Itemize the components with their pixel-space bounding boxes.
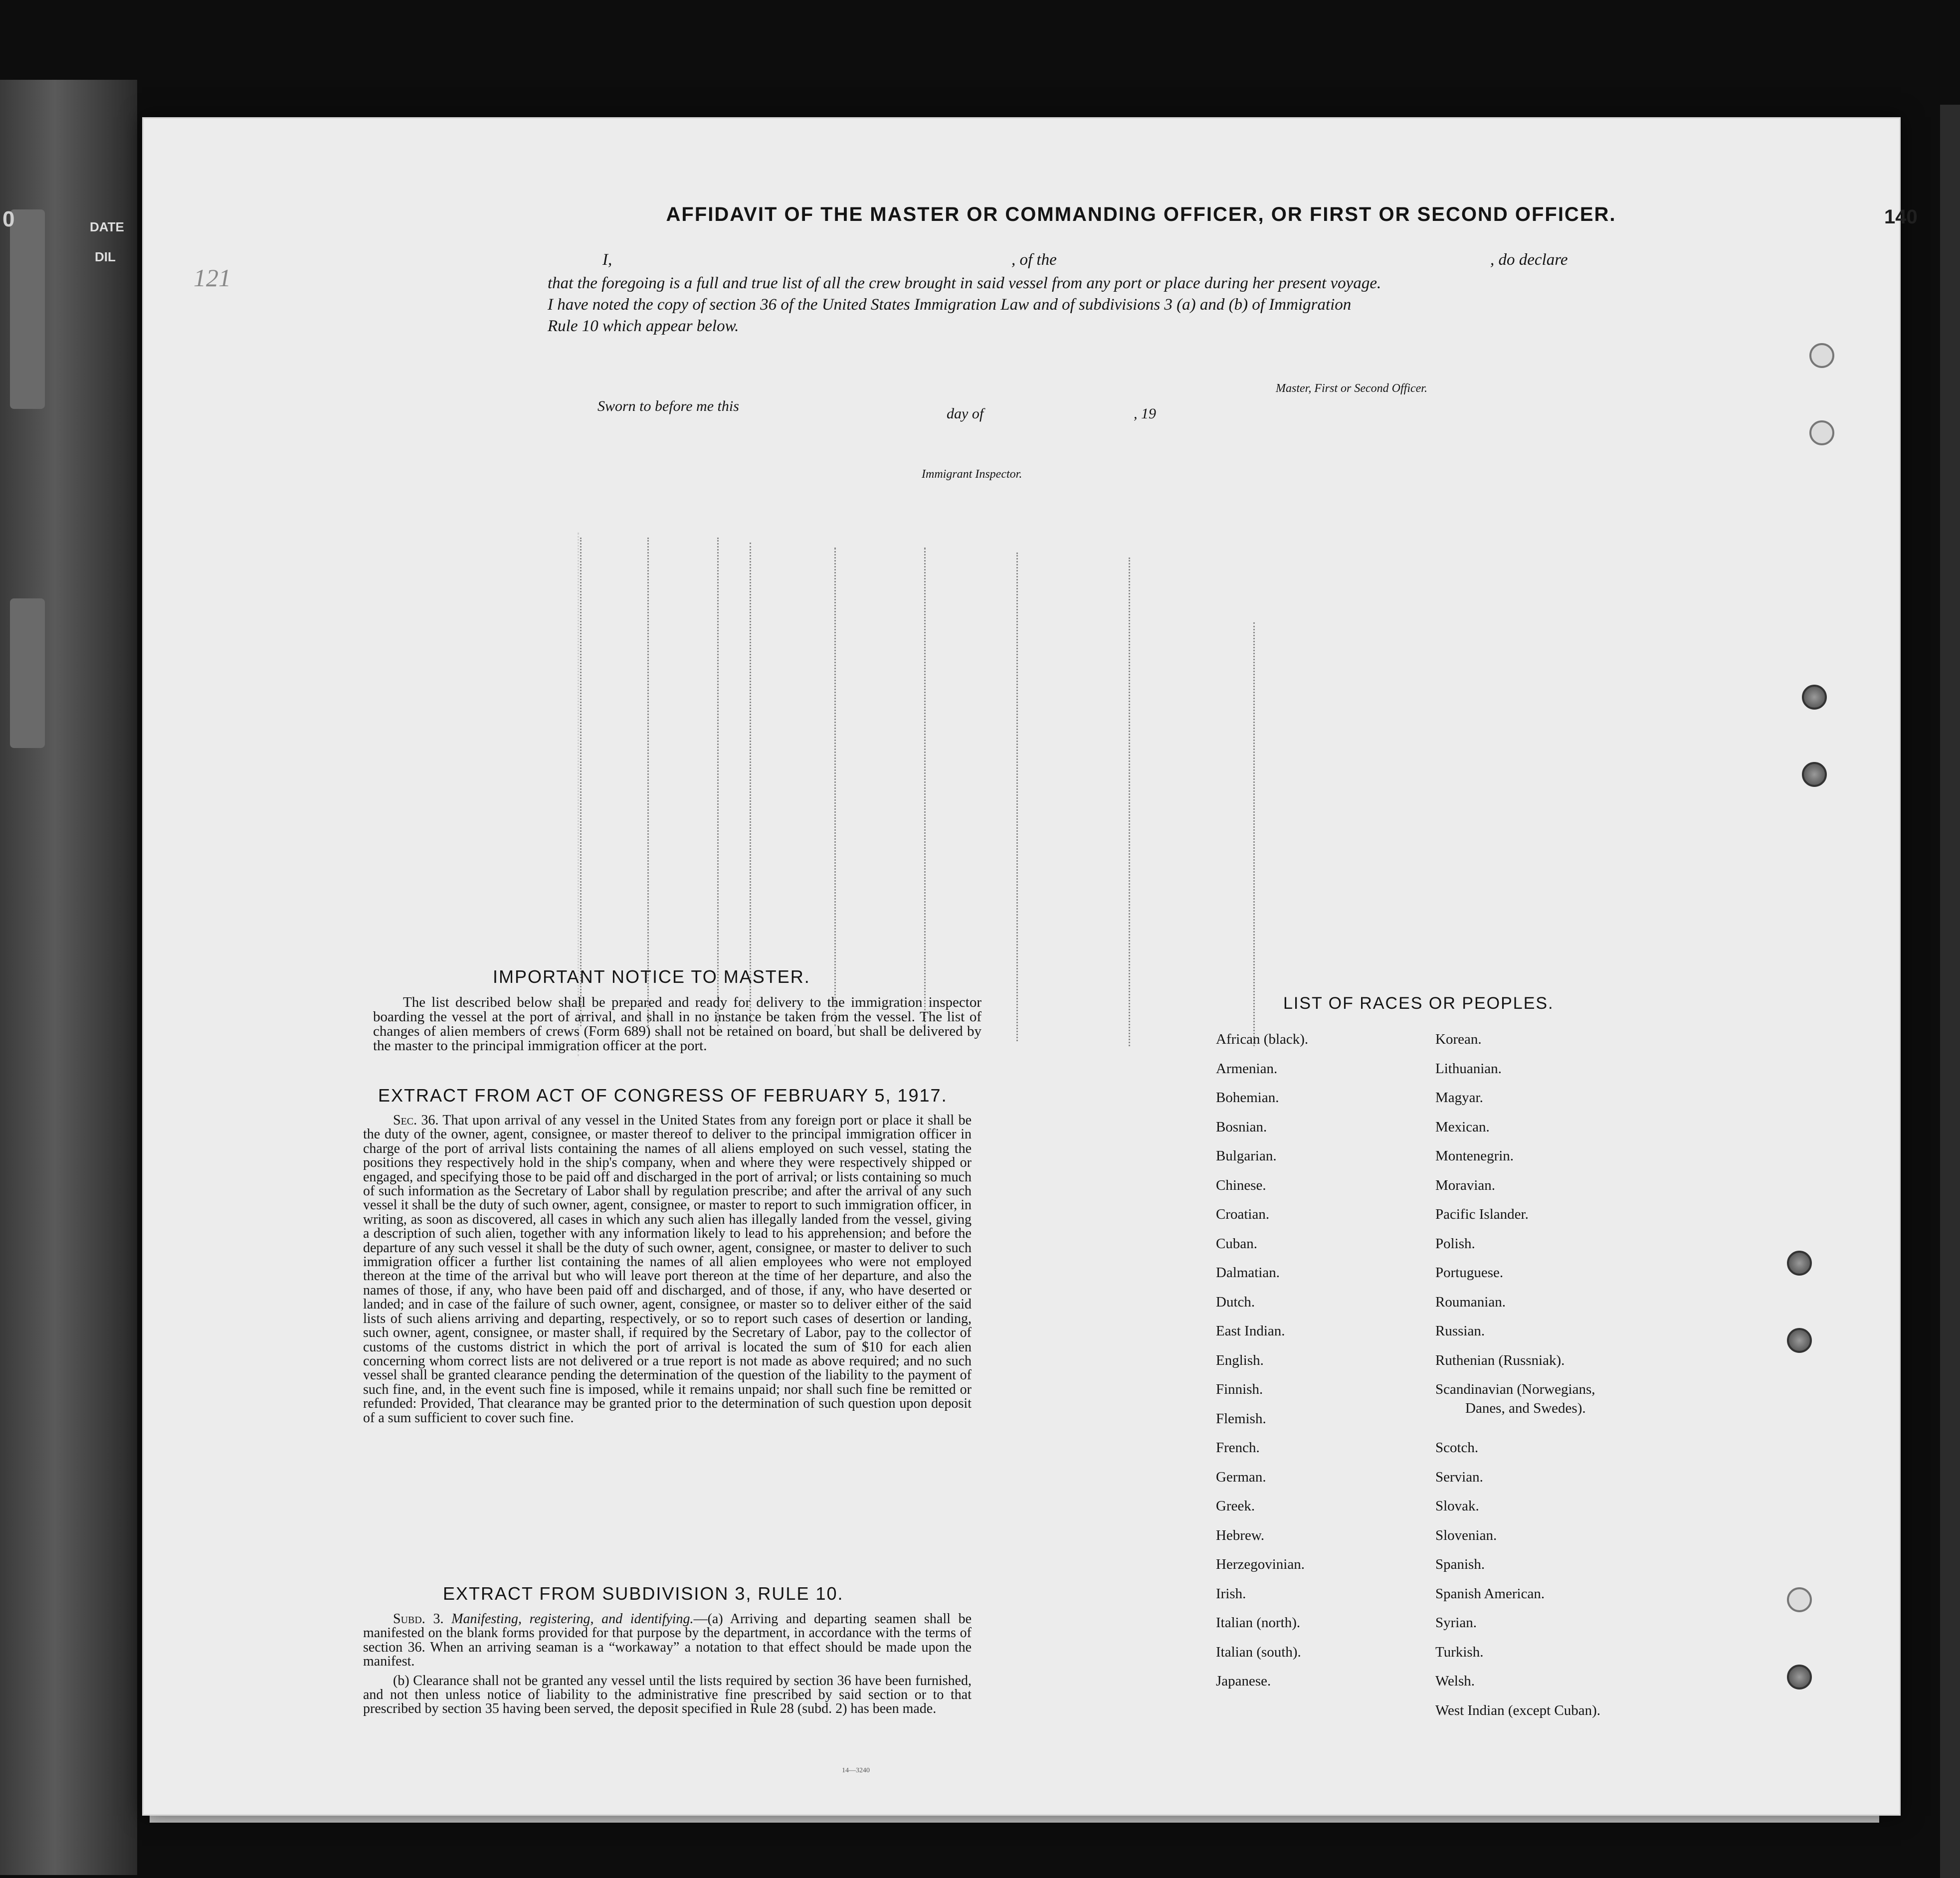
race-item: Japanese. bbox=[1216, 1673, 1271, 1689]
affidavit-line-1-end: , do declare bbox=[1490, 251, 1568, 269]
binding-tab bbox=[10, 598, 45, 748]
race-item: Herzegovinian. bbox=[1216, 1556, 1305, 1572]
dotted-rule bbox=[1129, 558, 1130, 1046]
rule-paragraph-b: (b) Clearance shall not be granted any vessel until the lists required by section 36 have been furnished, and not then unless notice of liability to the administrative fine prescribed by said section or to that prescribed by section 35 having been served, the deposit specified in Rule 28 (subd. 2) has been made. bbox=[363, 1673, 972, 1717]
form-number: 14—3240 bbox=[842, 1767, 870, 1774]
race-item: Scotch. bbox=[1435, 1440, 1479, 1456]
punch-hole bbox=[1802, 762, 1827, 787]
page-number: 140 bbox=[1884, 206, 1918, 228]
sworn-year-label: , 19 bbox=[1134, 405, 1156, 422]
race-item: Finnish. bbox=[1216, 1381, 1263, 1397]
race-item: Italian (north). bbox=[1216, 1615, 1301, 1631]
affidavit-line-3: I have noted the copy of section 36 of the United States Immigration Law and of subdivisions 3 (a) and (b) of Immigration bbox=[548, 296, 1352, 314]
master-signature-label: Master, First or Second Officer. bbox=[1276, 382, 1427, 395]
notice-heading: IMPORTANT NOTICE TO MASTER. bbox=[493, 966, 810, 987]
dotted-rule bbox=[834, 548, 836, 1026]
punch-hole bbox=[1809, 343, 1834, 368]
race-item: Polish. bbox=[1435, 1235, 1475, 1252]
rule-body bbox=[363, 1612, 972, 1721]
punch-hole bbox=[1787, 1328, 1812, 1353]
sworn-text: Sworn to before me this bbox=[597, 398, 739, 414]
race-item: Bulgarian. bbox=[1216, 1148, 1277, 1164]
binding-tab bbox=[10, 209, 45, 409]
race-item: East Indian. bbox=[1216, 1323, 1285, 1339]
race-item: Spanish American. bbox=[1435, 1585, 1545, 1602]
punch-hole bbox=[1787, 1251, 1812, 1276]
race-item: Armenian. bbox=[1216, 1060, 1278, 1077]
subd-label: Subd. 3. bbox=[393, 1611, 444, 1627]
race-item: Cuban. bbox=[1216, 1235, 1257, 1252]
race-item: Portuguese. bbox=[1435, 1265, 1504, 1281]
race-item: Syrian. bbox=[1435, 1615, 1477, 1631]
dotted-rule bbox=[1253, 622, 1255, 1046]
dotted-rule bbox=[647, 538, 649, 1026]
affidavit-line-2: that the foregoing is a full and true list of all the crew brought in said vessel from any port or place during her present voyage. bbox=[548, 274, 1381, 292]
race-item: Slovak. bbox=[1435, 1498, 1479, 1514]
race-item: Turkish. bbox=[1435, 1644, 1484, 1660]
affidavit-line-1-start: I, bbox=[602, 251, 612, 269]
sec-label: Sec. 36. bbox=[393, 1113, 439, 1128]
dotted-rule bbox=[580, 538, 582, 1026]
race-item: Welsh. bbox=[1435, 1673, 1475, 1689]
race-item: English. bbox=[1216, 1352, 1264, 1368]
races-left-column bbox=[1216, 1031, 1415, 1804]
dotted-rule bbox=[924, 548, 926, 1026]
affidavit-line-1-mid: , of the bbox=[1011, 251, 1057, 269]
race-item: West Indian (except Cuban). bbox=[1435, 1702, 1601, 1718]
affidavit-title: AFFIDAVIT OF THE MASTER OR COMMANDING OFFICER, OR FIRST OR SECOND OFFICER. bbox=[666, 203, 1616, 225]
race-item: Russian. bbox=[1435, 1323, 1485, 1339]
race-item: Dalmatian. bbox=[1216, 1265, 1280, 1281]
race-item: Lithuanian. bbox=[1435, 1060, 1502, 1077]
race-item: Montenegrin. bbox=[1435, 1148, 1514, 1164]
manifest-sheet bbox=[142, 117, 1918, 1816]
race-item: Magyar. bbox=[1435, 1090, 1483, 1106]
race-item: Danes, and Swedes). bbox=[1465, 1400, 1586, 1416]
race-item: German. bbox=[1216, 1469, 1266, 1485]
race-item: Irish. bbox=[1216, 1585, 1246, 1602]
punch-hole bbox=[1802, 685, 1827, 710]
race-item: Scandinavian (Norwegians, bbox=[1435, 1381, 1595, 1397]
race-item: Spanish. bbox=[1435, 1556, 1485, 1572]
race-item: Flemish. bbox=[1216, 1410, 1266, 1427]
affidavit-line-4: Rule 10 which appear below. bbox=[548, 317, 739, 335]
race-item: Mexican. bbox=[1435, 1119, 1490, 1135]
race-item: Bosnian. bbox=[1216, 1119, 1267, 1135]
notice-body bbox=[373, 995, 981, 1058]
races-heading: LIST OF RACES OR PEOPLES. bbox=[1283, 994, 1554, 1013]
race-item: Roumanian. bbox=[1435, 1294, 1506, 1310]
dotted-rule bbox=[1016, 553, 1018, 1041]
inspector-signature-label: Immigrant Inspector. bbox=[922, 468, 1022, 481]
right-page-edge bbox=[1940, 105, 1960, 1878]
act-heading: EXTRACT FROM ACT OF CONGRESS OF FEBRUARY 5, 1917. bbox=[378, 1085, 948, 1106]
dotted-rule bbox=[717, 538, 719, 1026]
notice-paragraph: The list described below shall be prepared and ready for delivery to the immigration inspector boarding the vessel at the port of arrival, and shall in no instance be taken from the vessel. The list of changes of alien members of crews (Form 689) shall not be retained on board, but shall be delivered by the master to the principal immigration officer at the port. bbox=[373, 994, 981, 1054]
subd-title: Manifesting, registering, and identifying. bbox=[451, 1611, 694, 1627]
races-right-column bbox=[1435, 1031, 1645, 1804]
dotted-rule bbox=[750, 543, 751, 1026]
race-item: Chinese. bbox=[1216, 1177, 1266, 1193]
punch-hole bbox=[1809, 420, 1834, 445]
race-item: Servian. bbox=[1435, 1469, 1483, 1485]
left-strip-label: DATE bbox=[90, 219, 124, 234]
race-item: Bohemian. bbox=[1216, 1090, 1279, 1106]
race-item: Moravian. bbox=[1435, 1177, 1495, 1193]
race-item: French. bbox=[1216, 1440, 1260, 1456]
race-item: Greek. bbox=[1216, 1498, 1255, 1514]
race-item: Slovenian. bbox=[1435, 1527, 1497, 1543]
act-text: That upon arrival of any vessel in the United States from any foreign port or place it shall be the duty of the owner, agent, consignee, or master thereof to deliver to the principal immigration officer in charge of the port of arrival lists containing the names of all aliens employed on such vessel, stating the positions they respectively hold in the ship's company, when and where they were respectively shipped or engaged, and specifying those to be paid off and discharged in the port of arrival; or lists containing so much of such information as the Secretary of Labor shall by regulation prescribe; and after the arrival of any such vessel it shall be the duty of such owner, agent, consignee, or master to report to such immigration officer, in writing, as soon as discovered, all cases in which any such alien has illegally landed from the vessel, giving a description of such alien, together with any information likely to lead to his apprehension; and before the departure of any such vessel it shall be the duty of such owner, agent, consignee, or master to deliver to such immigration officer a further list containing the names of all alien employees who were not employed thereon at the time of the arrival but who will leave port thereon at the time of her departure, and also the names of those, if any, who have been paid off and discharged, and of those, if any, who have deserted or landed; and in case of the failure of such owner, agent, consignee, or master so to deliver either of the said lists of such aliens arriving and departing, respectively, or so to report such cases of desertion or landing, such owner, agent, consignee, or master shall, if required by the Secretary of Labor, pay to the collector of customs of the customs district in which the port of arrival is located the sum of $10 for each alien concerning whom correct lists are not delivered or a true report is not made as above required; and no such vessel shall be granted clearance pending the determination of the question of the liability to the payment of such fine, and, in the event such fine is imposed, while it remains unpaid; nor shall such fine be remitted or refunded: Provided, That clearance may be granted prior to the determination of such question upon deposit of a sum sufficient to cover such fine. bbox=[363, 1113, 972, 1426]
race-item: Korean. bbox=[1435, 1031, 1482, 1047]
left-margin-number: 0 bbox=[2, 207, 15, 231]
rule-text-a: —(a) Arriving and departing seamen shall be manifested on the blank forms provided for that purpose by the department, in accordance with the terms of section 36. When an arriving seaman is a “workaway” a notation to that effect should be made upon the manifest. bbox=[363, 1611, 972, 1670]
punch-hole bbox=[1787, 1665, 1812, 1690]
act-paragraph bbox=[363, 1114, 972, 1425]
punch-hole bbox=[1787, 1587, 1812, 1612]
rule-paragraph-a bbox=[363, 1612, 972, 1669]
race-item: Croatian. bbox=[1216, 1206, 1270, 1222]
handwritten-mark: 121 bbox=[194, 264, 231, 292]
rule-heading: EXTRACT FROM SUBDIVISION 3, RULE 10. bbox=[443, 1583, 844, 1604]
left-strip-label: DIL bbox=[95, 249, 116, 264]
sworn-day-label: day of bbox=[947, 405, 984, 422]
race-item: Italian (south). bbox=[1216, 1644, 1301, 1660]
race-item: Pacific Islander. bbox=[1435, 1206, 1529, 1222]
race-item: African (black). bbox=[1216, 1031, 1309, 1047]
act-body bbox=[363, 1114, 972, 1430]
race-item: Ruthenian (Russniak). bbox=[1435, 1352, 1565, 1368]
race-item: Dutch. bbox=[1216, 1294, 1255, 1310]
race-item: Hebrew. bbox=[1216, 1527, 1265, 1543]
